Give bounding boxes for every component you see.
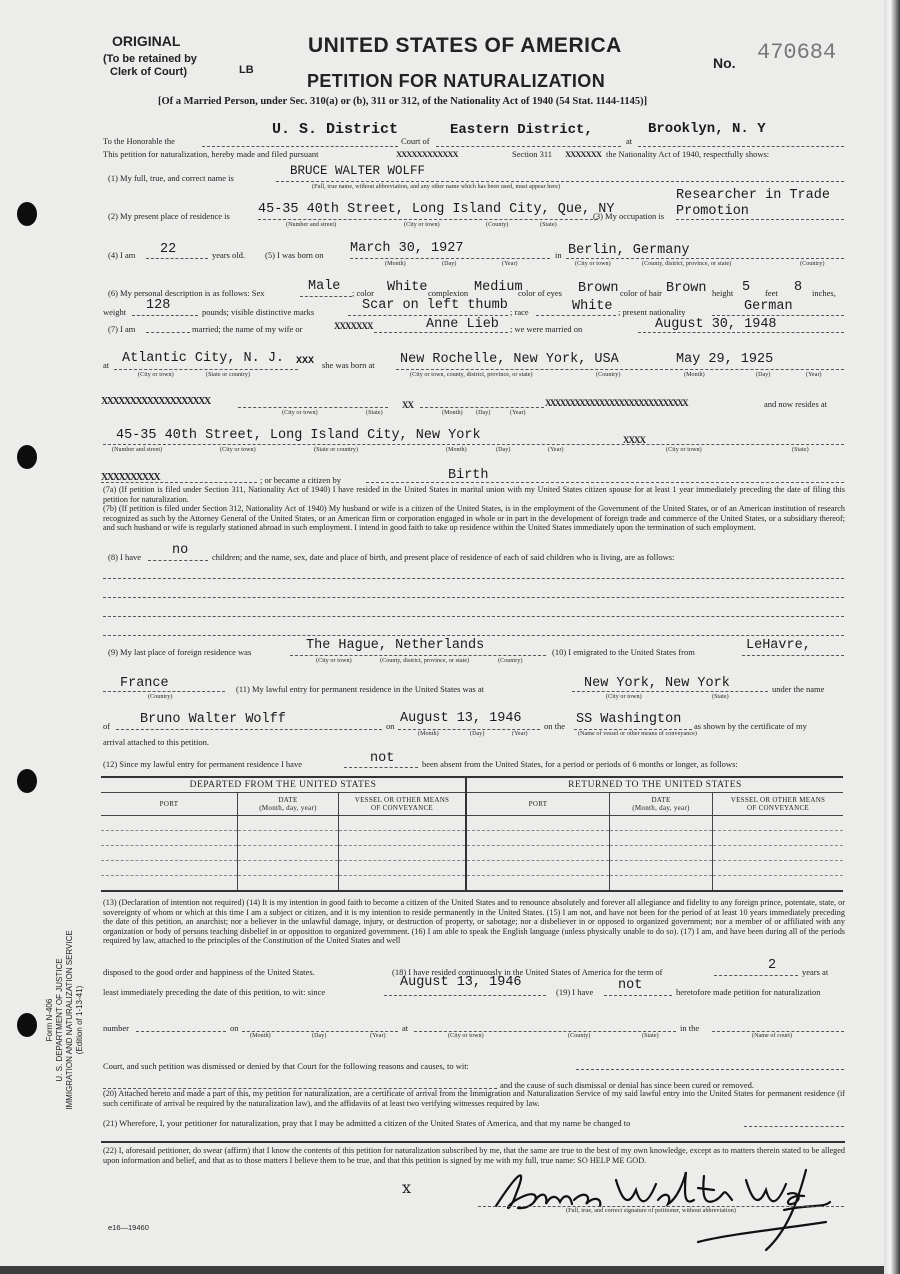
entry-name: Bruno Walter Wolff (140, 712, 286, 727)
eye-color: Brown (578, 281, 619, 296)
shows-text: the Nationality Act of 1940, respectfully shows: (606, 149, 770, 159)
strikeout: XXXX (623, 435, 645, 445)
q8-text: children; and the name, sex, date and place of birth, and present place of residence of each of said children who is living, are as follows: (212, 552, 675, 562)
color: White (387, 280, 428, 295)
caption: (Day) (470, 731, 485, 737)
court-of-label: Court of (401, 136, 430, 146)
caption: (Name of court) (752, 1033, 793, 1039)
travel-table (101, 776, 843, 892)
married-on-label: ; we were married on (510, 324, 583, 334)
strikeout: XX (402, 400, 413, 410)
q9-label: (9) My last place of foreign residence was (108, 647, 252, 657)
punch-hole (17, 1013, 37, 1037)
statute-reference: [Of a Married Person, under Sec. 310(a) or (b), 311 or 312, of the Nationality Act of 1940 (54 Stat. 1144-1145)] (158, 96, 648, 107)
q10-label: (10) I emigrated to the United States from (552, 647, 695, 657)
q1-label: (1) My full, true, and correct name is (108, 173, 234, 183)
vessel-heading: VESSEL OR OTHER MEANS (354, 796, 450, 804)
port-of-entry: New York, New York (584, 676, 730, 691)
caption: (City or town) (404, 222, 440, 228)
print-code: e16—19460 (108, 1223, 149, 1232)
citizen-by: Birth (448, 468, 489, 483)
q4-label: (4) I am (108, 250, 136, 260)
complexion-label: complexion (428, 288, 469, 298)
date-heading: DATE (278, 796, 298, 804)
caption: (Full, true name, without abbreviation, and any other name which has been used, must appear here) (312, 184, 561, 190)
caption: (Month) (250, 1033, 271, 1039)
height-inches: 8 (794, 280, 803, 295)
caption: (Month) (446, 447, 467, 453)
full-name: BRUCE WALTER WOLFF (290, 164, 426, 178)
caption: (State or country) (206, 372, 251, 378)
edition: (Edition of 1-13-41) (75, 985, 84, 1055)
agency: IMMIGRATION AND NATURALIZATION SERVICE (65, 930, 74, 1110)
department: U. S. DEPARTMENT OF JUSTICE (55, 958, 64, 1082)
form-number: Form N-406 (45, 998, 54, 1042)
section-label: Section 311 (512, 149, 553, 159)
weight-label: weight (103, 307, 127, 317)
caption: (Country) (800, 261, 825, 267)
at-label: at (626, 136, 633, 146)
q7b-text: (7b) (If petition is filed under Section 312, Nationality Act of 1940) My husband or wife is a citizen of the United States, is in the employment of the Government of the United States, or of an American institution of research recognized as such by the Attorney General of the United States, or an American firm or corporation engaged in whole or in part in the development of foreign trade and commerce of the United States, or a subsidiary thereof; and such husband or wife is regularly stationed abroad in such employment. I intend in good faith to take up residence within the United States immediately upon the termination of such employment. (103, 504, 845, 533)
table-row (101, 816, 843, 831)
date-column (238, 793, 339, 816)
caption: (City or town) (666, 447, 702, 453)
cured-text: and the cause of such dismissal or denial has since been cured or removed. (500, 1080, 754, 1090)
q19-tail: heretofore made petition for naturalization (676, 987, 821, 997)
inches-label: inches, (812, 288, 836, 298)
q6-label: (6) My personal description is as follows: Sex (108, 288, 265, 298)
table-row (101, 846, 843, 861)
caption: (State) (642, 1033, 659, 1039)
entry-date: August 13, 1946 (400, 711, 522, 726)
petition-number: 470684 (757, 40, 837, 65)
caption: (Day) (312, 1033, 327, 1039)
nationality: German (744, 299, 793, 314)
signature-caption: (Full, true, and correct signature of petitioner, without abbreviation) (566, 1208, 736, 1214)
marks-label: pounds; visible distinctive marks (202, 307, 315, 317)
hair-label: color of hair (620, 288, 663, 298)
spouse-birthdate: May 29, 1925 (676, 352, 774, 367)
caption: (City or town) (138, 372, 174, 378)
strikeout: XXXXXXX (565, 149, 601, 159)
absence: not (370, 751, 395, 766)
court-district: Eastern District, (450, 122, 593, 138)
caption: (City or town) (220, 447, 256, 453)
marriage-date: August 30, 1948 (655, 317, 777, 332)
caption: (County) (486, 222, 509, 228)
punch-hole (17, 769, 37, 793)
vessel-label: on the (544, 721, 566, 731)
in-label: in (555, 250, 562, 260)
page-edge (884, 0, 900, 1274)
caption: (Month) (385, 261, 406, 267)
caption: (State) (712, 694, 729, 700)
caption: (City or town, county, district, province, or state) (410, 372, 533, 378)
q21-text: (21) Wherefore, I, your petitioner for naturalization, pray that I may be admitted a citizen of the United States of America, and that my name be changed to (103, 1118, 631, 1128)
q17-tail: disposed to the good order and happiness of the United States. (103, 967, 315, 977)
q11-label: (11) My lawful entry for permanent residence in the United States was at (236, 684, 484, 694)
caption: (Year) (512, 731, 528, 737)
date-format: (Month, day, year) (632, 804, 690, 812)
caption: (Number and street) (286, 222, 337, 228)
feet-label: feet (765, 288, 778, 298)
retained-note: Clerk of Court) (110, 66, 187, 78)
children-count: no (172, 543, 189, 558)
caption: (State) (366, 410, 383, 416)
strikeout: XXX (296, 356, 315, 367)
wife-name: Anne Lieb (426, 317, 499, 332)
caption: (Country) (498, 658, 523, 664)
residence-address: 45-35 40th Street, Long Island City, Que, NY (258, 202, 615, 217)
height-label: height (712, 288, 734, 298)
race: White (572, 299, 613, 314)
caption: (Name of vessel or other means of conveyance) (578, 731, 697, 737)
number-label: number (103, 1023, 129, 1033)
eyes-label: color of eyes (518, 288, 562, 298)
occupation: Researcher in Trade (676, 188, 830, 203)
caption: (Day) (442, 261, 457, 267)
marriage-place: Atlantic City, N. J. (122, 351, 285, 366)
occupation: Promotion (676, 204, 749, 219)
original-label: ORIGINAL (112, 33, 181, 49)
current-residence: 45-35 40th Street, Long Island City, New York (116, 428, 481, 443)
court-location: Brooklyn, N. Y (648, 121, 766, 137)
last-foreign-residence: The Hague, Netherlands (306, 638, 485, 653)
strikeout: XXXXXXXXXXXXXXXXXXX (101, 396, 210, 407)
strikeout: XXXXXXX (334, 321, 373, 331)
nationality-label: ; present nationality (618, 307, 686, 317)
vessel-column (713, 793, 844, 816)
caption: (Day) (476, 410, 491, 416)
certificate-label: arrival attached to this petition. (103, 737, 209, 747)
caption: (State) (792, 447, 809, 453)
table-row (101, 831, 843, 846)
returned-header: RETURNED TO THE UNITED STATES (466, 777, 843, 793)
retained-note: (To be retained by (103, 53, 197, 65)
q12-label: (12) Since my lawful entry for permanent residence I have (103, 759, 302, 769)
caption: (Day) (496, 447, 511, 453)
residence-term: 2 (768, 958, 777, 973)
q20-text: (20) Attached hereto and made a part of this, my petition for naturalization, are a certificate of arrival from the Immigration and Naturalization Service of my said lawful entry into the United States for permanent residence (if such certificate of arrival be required by the naturalization law), and the affidavits of at least two verifying witnesses required by law. (103, 1089, 845, 1108)
caption: (Year) (806, 372, 822, 378)
of-label: of (103, 721, 111, 731)
caption: (City or town) (316, 658, 352, 664)
caption: (Month) (684, 372, 705, 378)
caption: (Number and street) (112, 447, 163, 453)
years-label: years old. (212, 250, 246, 260)
q2-label: (2) My present place of residence is (108, 211, 230, 221)
complexion: Medium (474, 280, 523, 295)
caption: (Month) (418, 731, 439, 737)
since-date: August 13, 1946 (400, 975, 522, 990)
caption: (City or town) (448, 1033, 484, 1039)
caption: (Country) (596, 372, 621, 378)
q13-17-text: (13) (Declaration of intention not required) (14) It is my intention in good faith to become a citizen of the United States and to renounce absolutely and forever all allegiance and fidelity to any foreign prince, potentate, state, or sovereignty of whom or which at this time I am a subject or citizen, and it is my intention to reside permanently in the United States. (15) I am not, and have not been for the period of at least 10 years immediately preceding the date of this petition, an anarchist; nor a believer in the unlawful damage, injury, or destruction of property, or sabotage; nor a disbeliever in or opposed to organized government; nor a member of or affiliated with any organization or body of persons teaching disbelief in or opposition to organized government. (16) I am able to speak the English language (unless physically unable to do so). (17) I am, and have been during all of the periods required by law, attached to the principles of the Constitution of the United States and well (103, 898, 845, 946)
vessel-heading: OF CONVEYANCE (746, 804, 810, 812)
caption: (Year) (370, 1033, 386, 1039)
caption: (Day) (756, 372, 771, 378)
initials: LB (239, 64, 254, 76)
caption: (City or town) (282, 410, 318, 416)
born-at-label: she was born at (322, 360, 375, 370)
q8-label: (8) I have (108, 552, 142, 562)
caption: (Country) (148, 694, 173, 700)
q19-label: (19) I have (556, 987, 594, 997)
vessel-heading: OF CONVEYANCE (370, 804, 434, 812)
on-label: on (386, 721, 395, 731)
date-format: (Month, day, year) (259, 804, 317, 812)
signature-mark: x (402, 1178, 412, 1197)
name-label: under the name (772, 684, 825, 694)
caption: (State) (540, 222, 557, 228)
emigrated-country: France (120, 676, 169, 691)
emigrated-from: LeHavre, (746, 638, 811, 653)
occupation-label: (3) My occupation is (593, 211, 665, 221)
document-subtitle: PETITION FOR NATURALIZATION (307, 71, 606, 91)
race-label: ; race (510, 307, 529, 317)
number-label: No. (713, 55, 736, 71)
on-label: on (230, 1023, 239, 1033)
departed-header: DEPARTED FROM THE UNITED STATES (101, 777, 466, 793)
form-identity (45, 910, 85, 1130)
citizen-label: ; or became a citizen by (260, 475, 341, 485)
sex: Male (308, 279, 341, 294)
q7-label: (7) I am (108, 324, 136, 334)
caption: (City or town) (575, 261, 611, 267)
distinctive-marks: Scar on left thumb (362, 298, 508, 313)
date-heading: DATE (651, 796, 671, 804)
punch-hole (17, 445, 37, 469)
years-label: years at (802, 967, 829, 977)
court-name: U. S. District (272, 121, 399, 138)
birth-place: Berlin, Germany (568, 243, 690, 258)
strikeout: XXXXXXXXXXXXXXXXXXXXXXXXXXXXX (545, 398, 688, 408)
hair-color: Brown (666, 281, 707, 296)
caption: (State or country) (314, 447, 359, 453)
punch-hole (17, 202, 37, 226)
caption: (City or town) (606, 694, 642, 700)
birth-date: March 30, 1927 (350, 241, 464, 256)
in-the-label: in the (680, 1023, 700, 1033)
born-label: (5) I was born on (265, 250, 324, 260)
weight: 128 (146, 298, 171, 313)
certificate-label: as shown by the certificate of my (694, 721, 807, 731)
spouse-birthplace: New Rochelle, New York, USA (400, 352, 619, 367)
caption: (County, district, province, or state) (380, 658, 470, 664)
caption: (Year) (510, 410, 526, 416)
vessel-heading: VESSEL OR OTHER MEANS (730, 796, 826, 804)
court-label: To the Honorable the (103, 136, 175, 146)
strikeout: XXXXXXXXXX (101, 472, 160, 483)
q7a-text: (7a) (If petition is filed under Section 311, Nationality Act of 1940) I have resided in the United States in marital union with my United States citizen spouse for at least 1 year immediately preceding the date of filing this petition for naturalization. (103, 485, 845, 504)
at-label: at (402, 1023, 409, 1033)
height-feet: 5 (742, 280, 751, 295)
port-column: PORT (466, 793, 610, 816)
filed-text: This petition for naturalization, hereby made and filed pursuant (103, 149, 319, 159)
age: 22 (160, 242, 177, 257)
caption: (Month) (442, 410, 463, 416)
vessel-name: SS Washington (576, 712, 682, 727)
resides-label: and now resides at (764, 399, 828, 409)
q12-text: been absent from the United States, for a period or periods of 6 months or longer, as follows: (422, 759, 738, 769)
caption: (County, district, province, or state) (642, 261, 732, 267)
married-label: married; the name of my wife or (192, 324, 303, 334)
at-label: at (103, 360, 110, 370)
table-row (101, 861, 843, 876)
q18-label: (18) I have resided continuously in the United States of America for the term of (392, 967, 663, 977)
table-row (101, 876, 843, 892)
document-title: UNITED STATES OF AMERICA (308, 34, 622, 57)
petitioner-signature (488, 1150, 838, 1260)
q22-text: (22) I, aforesaid petitioner, do swear (affirm) that I know the contents of this petition for naturalization subscribed by me, that the same are true to the best of my own knowledge, except as to matters therein stated to be alleged upon information and belief, and that as to those matters I believe them to be true, and that this petition is signed by me with my full, true name: SO HELP ME GOD. (103, 1146, 845, 1165)
vessel-column (339, 793, 467, 816)
date-column (610, 793, 713, 816)
caption: (County) (568, 1033, 591, 1039)
caption: (Year) (502, 261, 518, 267)
dismissed-text: Court, and such petition was dismissed or denied by that Court for the following reasons and causes, to wit: (103, 1061, 469, 1071)
since-label: least immediately preceding the date of this petition, to wit: since (103, 987, 326, 997)
color-label: ; color (352, 288, 374, 298)
caption: (Year) (548, 447, 564, 453)
port-column: PORT (101, 793, 238, 816)
prior-petition: not (618, 978, 643, 993)
strikeout: XXXXXXXXXXXX (396, 149, 458, 159)
